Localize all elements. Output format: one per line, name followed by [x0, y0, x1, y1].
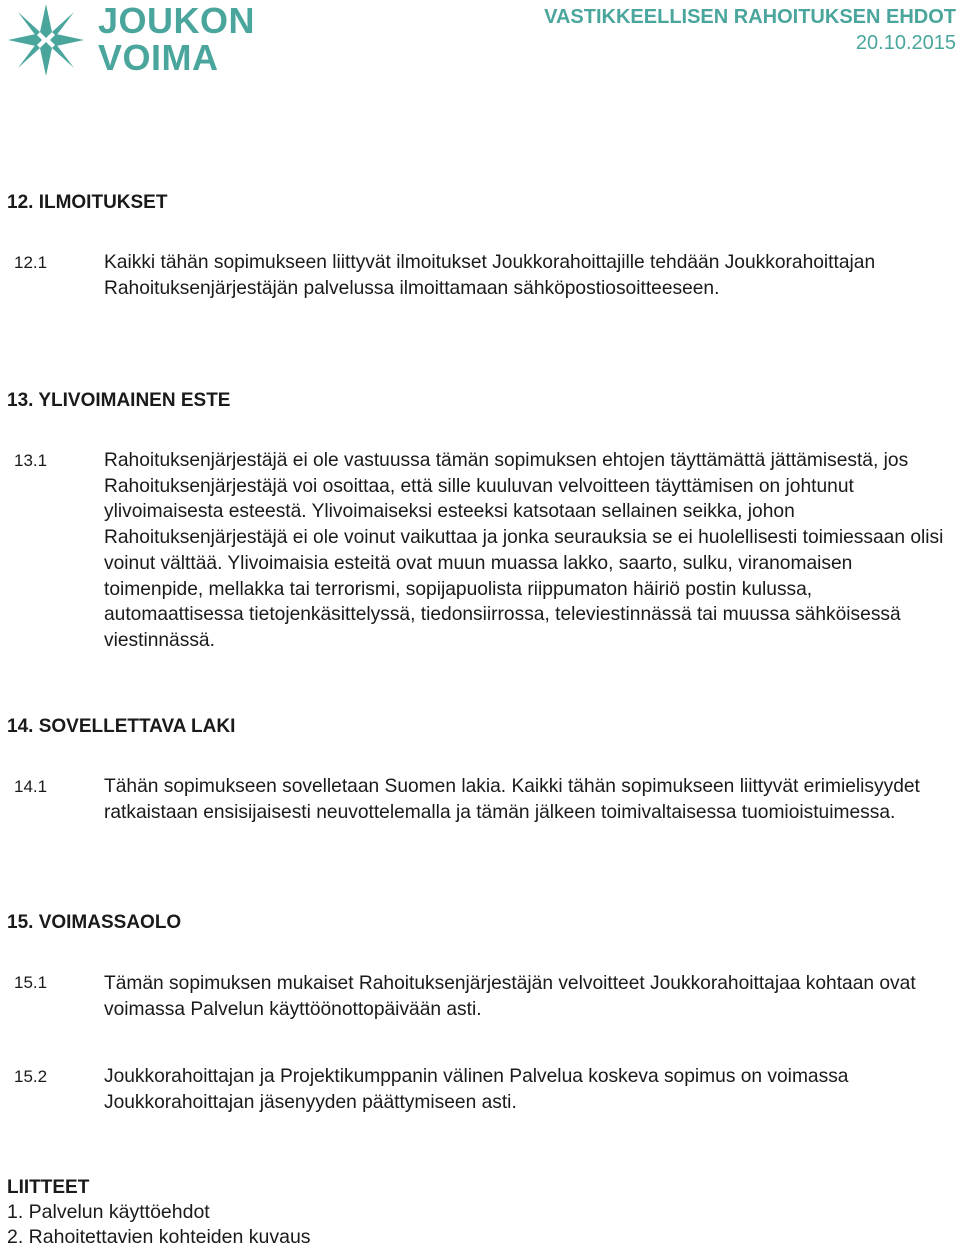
clause-15-1-number: 15.1 [14, 973, 48, 992]
attachments-list [7, 1200, 311, 1250]
attachment-item: 2. Rahoitettavien kohteiden kuvaus [7, 1226, 311, 1248]
document-title: VASTIKKEELLISEN RAHOITUKSEN EHDOT [544, 6, 956, 28]
section-15-heading: 15. VOIMASSAOLO [7, 912, 182, 933]
joukon-voima-logo [6, 2, 258, 78]
document-date: 20.10.2015 [855, 32, 956, 54]
clause-15-2-number: 15.2 [14, 1067, 48, 1086]
clause-13-1-text: Rahoituksenjärjestäjä ei ole vastuussa tämän sopimuksen ehtojen täyttämättä jättämisestä, jos Rahoituksenjärjestäjä voi osoittaa, että sille kuuluvan velvoitteen täyttämisen on johtunut ylivoimaisesta esteestä. Ylivoimaiseksi esteeksi katsotaan sellainen seikka, johon Rahoituksenjärjestäjä ei ole voinut vaikuttaa ja jonka seurauksia se ei huolellisesti toimiessaan olisi voinut välttää. Ylivoimaisia esteitä ovat muun muassa lakko, saarto, sulku, viranomaisen toimenpide, mellakka tai terrorismi, sopijapuolista riippumaton häiriö postin kulussa, automaattisessa tietojenkäsittelyssä, tiedonsiirrossa, televiestinnässä tai muussa sähköisessä viestinnässä. [104, 450, 944, 651]
logo-line-1: JOUKON [98, 0, 256, 41]
section-13-heading: 13. YLIVOIMAINEN ESTE [7, 390, 231, 411]
clause-15-2-text: Joukkorahoittajan ja Projektikumppanin välinen Palvelua koskeva sopimus on voimassa Joukkorahoittajan jäsenyyden päättymiseen asti. [104, 1066, 849, 1113]
attachment-item: 1. Palvelun käyttöehdot [7, 1201, 210, 1223]
logo-wordmark [98, 2, 255, 76]
document-header [544, 5, 956, 56]
section-14-heading: 14. SOVELLETTAVA LAKI [7, 716, 236, 737]
star-burst-icon [6, 2, 86, 78]
clause-14-1-text: Tähän sopimukseen sovelletaan Suomen lakia. Kaikki tähän sopimukseen liittyvät erimielisyydet ratkaistaan ensisijaisesti neuvottelemalla ja tämän jälkeen toimivaltaisessa tuomioistuimessa. [104, 776, 920, 823]
logo-line-2: VOIMA [98, 37, 219, 78]
clause-13-1-number: 13.1 [14, 451, 48, 470]
section-12-heading: 12. ILMOITUKSET [7, 192, 168, 213]
clause-12-1-number: 12.1 [14, 253, 48, 272]
clause-15-1-text: Tämän sopimuksen mukaiset Rahoituksenjärjestäjän velvoitteet Joukkorahoittajaa kohtaan ovat voimassa Palvelun käyttöönottopäivään asti. [104, 973, 916, 1020]
clause-14-1-number: 14.1 [14, 777, 48, 796]
attachments-heading: LIITTEET [7, 1177, 90, 1198]
clause-12-1-text: Kaikki tähän sopimukseen liittyvät ilmoitukset Joukkorahoittajille tehdään Joukkorahoittajan Rahoituksenjärjestäjän palvelussa ilmoittamaan sähköpostiosoitteeseen. [104, 252, 876, 299]
